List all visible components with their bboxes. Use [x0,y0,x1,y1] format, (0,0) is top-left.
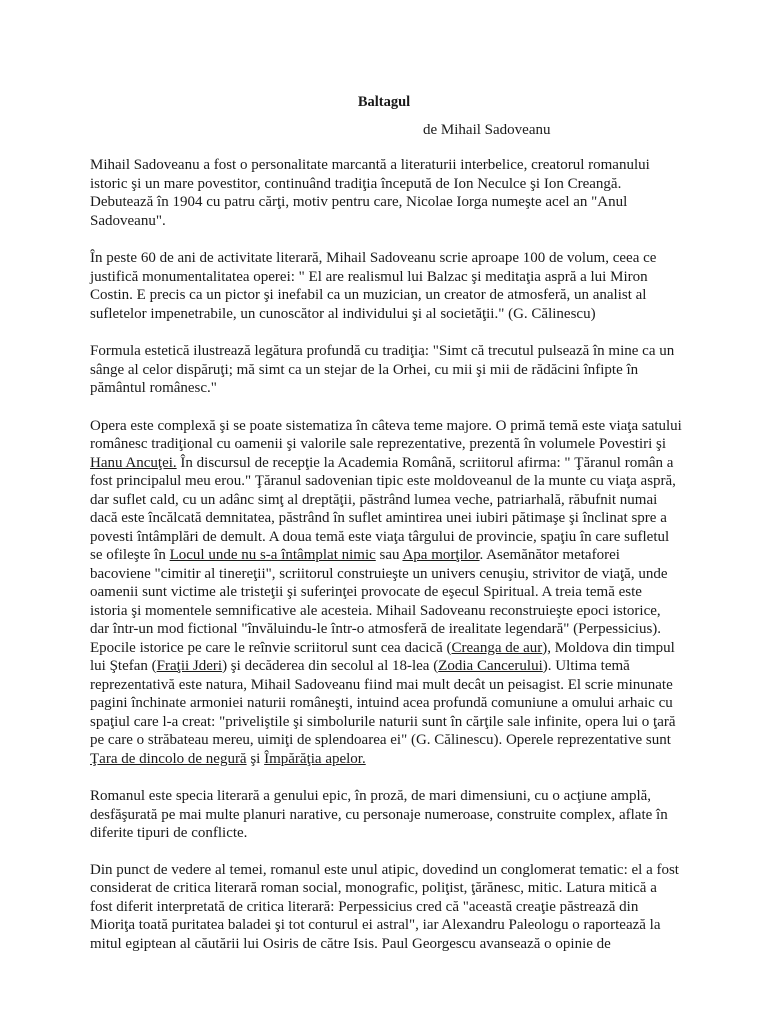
work-title-link: Ţara de dincolo de negură [90,750,247,767]
work-title-link: Zodia Cancerului [438,658,543,674]
text-run: Din punct de vedere al temei, romanul este unul atipic, dovedind un conglomerat tematic: el a fost considerat de critica literară roman social, monografic, poliţist, ţărănesc, mitic. Latura mitică a fost diferit interpretată de critica literară: Perpessicius cred că "această creaţie păstrează din Mioriţa toată puritatea baladei şi tot conturul ei astral", iar Alexandru Paleologu o raportează la mitul egiptean al căutării lui Osiris de către Isis. Paul Georgescu avansează o opinie de [90,861,679,952]
work-title-link: Locul unde nu s-a întâmplat nimic [169,547,376,563]
paragraph-theme-analysis [90,861,682,954]
text-run: Formula estetică ilustrează legătura profundă cu tradiţia: "Simt că trecutul pulsează în mine ca un sânge al celor dispăruţi; mă simt ca un stejar de la Orhei, cu mii şi mii de rădăcini înfipte în pământul românesc." [90,343,675,396]
text-run: Romanul este specia literară a genului epic, în proză, de mari dimensiuni, cu o acţiune amplă, desfăşurată pe mai multe planuri narative, cu personaje numeroase, construite complex, aflate în diferite tipuri de conflicte. [90,788,668,841]
document-title: Baltagul [357,94,411,110]
work-title-link: Hanu Ancuţei. [90,454,177,471]
text-run: şi [246,750,265,767]
paragraph-activity [90,249,682,323]
text-run: ) şi decăderea din secolul al 18-lea ( [222,658,439,674]
document-body [90,156,682,972]
text-run: Mihail Sadoveanu a fost o personalitate marcantă a literaturii interbelice, creatorul romanului istoric şi un mare povestitor, continuând tradiţia începută de Ion Neculce şi Ion Creangă. Debutează în 1904 cu patru cărţi, motiv pentru care, Nicolae Iorga numeşte acel an "Anul Sadoveanu". [90,157,650,229]
work-title-link: Fraţii Jderi [156,658,223,674]
paragraph-novel-definition [90,787,682,843]
paragraph-formula [90,342,682,398]
paragraph-intro [90,156,682,230]
text-run: sau [375,547,403,563]
work-title-link: Creanga de aur [451,639,543,656]
text-run: Opera este complexă şi se poate sistematiza în câteva teme majore. O primă temă este viaţa satului românesc tradiţional cu oamenii şi valorile sale reprezentative, prezentă în volumele Povestiri şi [90,417,682,452]
work-title-link: Apa morţilor [402,547,480,563]
text-run: . Asemănător metaforei bacoviene "cimitir al tinereţii", scriitorul construieşte un univers cenuşiu, strivitor de viaţă, unde oamenii sunt victime ale tristeţii şi suferinţei provocate de eşecul Spiritual. A treia temă este istoria şi momentele semnificative ale acesteia. Mihail Sadoveanu reconstruieşte epoci istorice, dar într-un mod fictional "învăluindu-le într-o atmosferă de irealitate legendară" (Perpessicius). Epocile istorice pe care le reînvie scriitorul sunt cea dacică ( [90,547,668,656]
text-run: În peste 60 de ani de activitate literară, Mihail Sadoveanu scrie aproape 100 de volum, ceea ce justifică monumentalitatea operei: " El are realismul lui Balzac şi meditaţia aspră a lui Miron Costin. E precis ca un pictor şi inefabil ca un muzician, un creator de atmosferă, un analist al sufletelor impenetrabile, un cunoscător al individului şi al societăţii." (G. Călinescu) [90,250,657,322]
text-run: În discursul de recepţie la Academia Română, scriitorul afirma: " Ţăranul român a fost principalul meu erou." Ţăranul sadovenian tipic este moldoveanul de la munte cu viaţa aspră, dar suflet cald, cu un adânc simţ al dreptăţii, păstrând lumea veche, patriarhală, răbufnit numai dacă este încălcată demnitatea, păstrând în suflet amintirea unei iubiri pătimaşe şi înclinat spre a povesti întâmplări de demult. A doua temă este viaţa târgului de provincie, spaţiu în care sufletul se ofileşte în [90,454,676,563]
work-title-link: Împărăţia apelor. [264,750,366,767]
author-line: de Mihail Sadoveanu [423,122,551,138]
text-run: ). Ultima temă reprezentativă este natura, Mihail Sadoveanu fiind mai mult decât un peisagist. El scrie minunate pagini închinate armoniei naturii româneşti, intuind acea profundă comuniune a omului arhaic cu spaţiul care l-a creat: "priveliştile şi simbolurile naturii sunt în cărţile sale infinite, opera lui o ţară pe care o străbateau mereu, uimiţi de splendoarea ei" (G. Călinescu). Operele reprezentative sunt [90,658,676,748]
text-run: ), Moldova din timpul lui Ştefan ( [90,639,675,674]
paragraph-themes [90,417,682,769]
